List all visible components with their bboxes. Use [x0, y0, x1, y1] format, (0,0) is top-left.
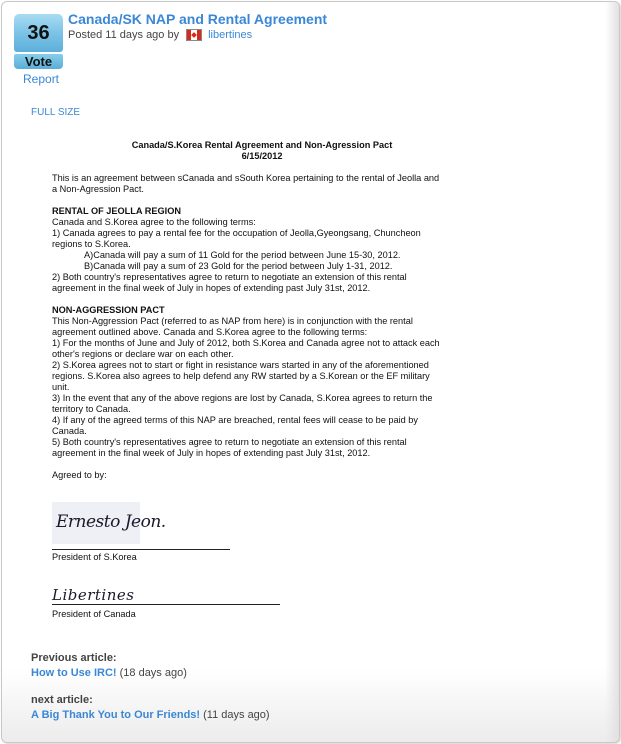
previous-article-label: Previous article: [31, 652, 117, 664]
signature-canada: Libertines [52, 586, 135, 604]
rental-line: Canada and S.Korea agree to the following terms: [52, 217, 256, 227]
agreed-by-label: Agreed to by: [52, 470, 107, 480]
rental-line: regions to S.Korea. [52, 239, 131, 249]
intro-line: This is an agreement between sCanada and sSouth Korea pertaining to the rental of Jeolla and [52, 173, 440, 183]
previous-article-row [31, 667, 187, 679]
nap-line: unit. [52, 382, 70, 392]
section-heading-rental: RENTAL OF JEOLLA REGION [52, 206, 181, 216]
rental-line: 1) Canada agrees to pay a rental fee for the occupation of Jeolla,Gyeongsang, Chuncheon [52, 228, 421, 238]
signature-label-korea: President of S.Korea [52, 552, 137, 562]
next-article-link[interactable]: A Big Thank You to Our Friends! [31, 709, 201, 721]
intro-line: a Non-Agression Pact. [52, 184, 144, 194]
canada-flag-icon [186, 29, 202, 41]
full-size-link[interactable]: FULL SIZE [31, 107, 81, 118]
vote-button[interactable]: Vote [14, 54, 63, 69]
article-title[interactable]: Canada/SK NAP and Rental Agreement [68, 11, 328, 27]
nap-line: 5) Both country's representatives agree to return to negotiate an extension of this rental [52, 437, 407, 447]
section-heading-nap: NON-AGGRESSION PACT [52, 305, 165, 315]
next-article-label: next article: [31, 694, 93, 706]
nap-line: agreement in the final week of July in hopes of extending past July 31st, 2012. [52, 448, 371, 458]
nap-line: 1) For the months of June and July of 2012, both S.Korea and Canada agree not to attack each [52, 338, 440, 348]
nap-line: agreement outlined above. Canada and S.Korea agree to the following terms: [52, 327, 368, 337]
author-link[interactable]: libertines [208, 29, 253, 41]
document-title: Canada/S.Korea Rental Agreement and Non-Agression Pact [131, 140, 393, 150]
nap-line: 2) S.Korea agrees not to start or fight in resistance wars started in any of the aforementioned [52, 360, 429, 370]
signature-korea: Ernesto Jeon. [56, 512, 166, 532]
agreement-document [52, 140, 472, 481]
previous-article-age: (18 days ago) [116, 667, 187, 679]
rental-line: agreement in the final week of July in hopes of extending past July 31st, 2012. [52, 283, 371, 293]
nap-line: 4) If any of the agreed terms of this NAP are breached, rental fees will cease to be paid by [52, 415, 419, 425]
next-article-age: (11 days ago) [200, 709, 270, 721]
nap-line: This Non-Aggression Pact (referred to as NAP from here) is in conjunction with the rental [52, 316, 413, 326]
nap-line: regions. S.Korea also agrees to help defend any RW started by a S.Korean or the EF military [52, 371, 430, 381]
nap-line: 3) In the event that any of the above regions are lost by Canada, S.Korea agrees to return the [52, 393, 433, 403]
posted-text: Posted 11 days ago by [68, 29, 180, 41]
vote-count: 36 [14, 14, 63, 52]
nap-line: territory to Canada. [52, 404, 131, 414]
signature-line [52, 549, 230, 550]
rental-line: 2) Both country's representatives agree to return to negotiate an extension of this rental [52, 272, 407, 282]
rental-line: A)Canada will pay a sum of 11 Gold for the period between June 15-30, 2012. [84, 250, 401, 260]
vote-widget [14, 14, 63, 69]
document-date: 6/15/2012 [241, 151, 283, 161]
signature-label-canada: President of Canada [52, 609, 136, 619]
report-link[interactable]: Report [23, 72, 60, 86]
nap-line: other's regions or declare war on each other. [52, 349, 234, 359]
rental-line: B)Canada will pay a sum of 23 Gold for the period between July 1-31, 2012. [84, 261, 393, 271]
previous-article-link[interactable]: How to Use IRC! [31, 667, 117, 679]
nap-line: Canada. [52, 426, 87, 436]
next-article-row [31, 709, 270, 721]
signature-line [52, 604, 280, 605]
post-meta [68, 29, 252, 41]
